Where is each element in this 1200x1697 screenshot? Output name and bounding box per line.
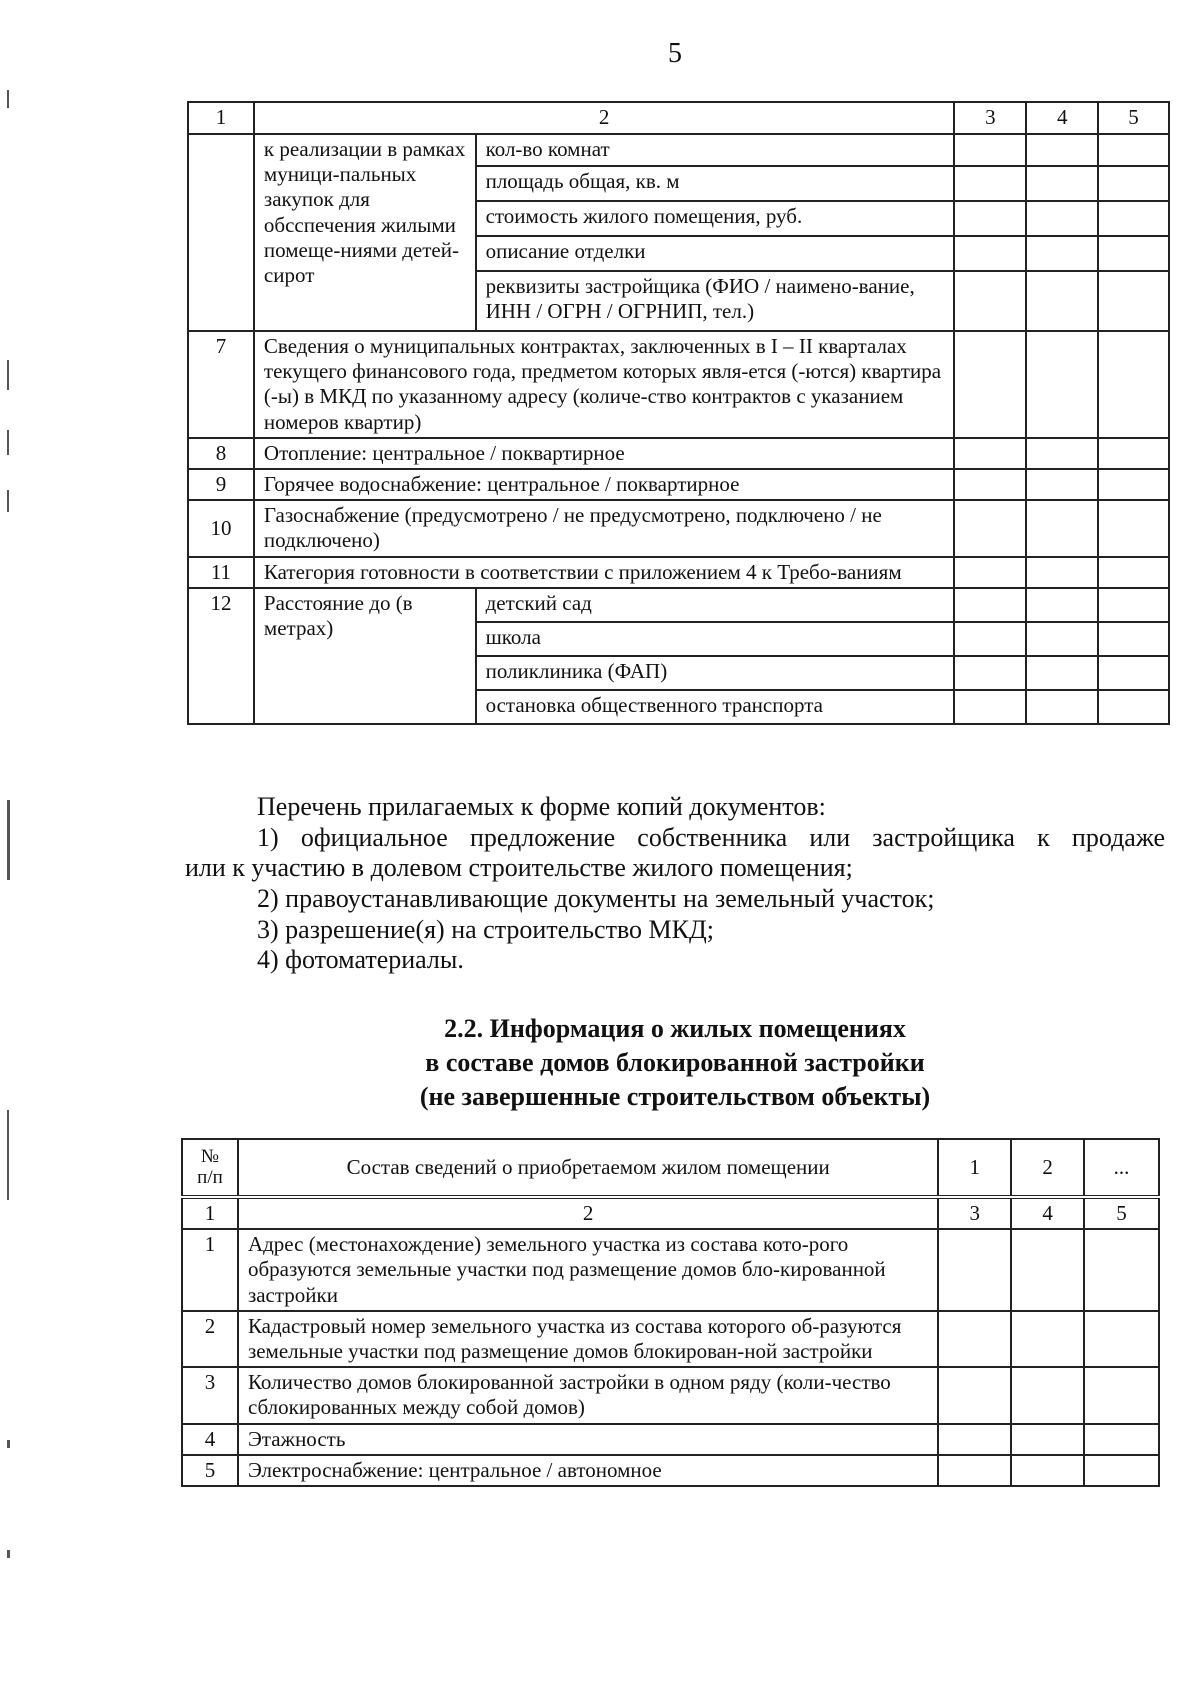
col-number: 2	[254, 102, 955, 134]
value-cell	[1098, 236, 1169, 271]
value-cell	[1084, 1229, 1159, 1311]
col-number: 2	[238, 1197, 938, 1229]
document-item: 3) разрешение(я) на строительство МКД;	[257, 914, 714, 944]
row-text: Адрес (местонахождение) земельного участка из состава кото-рого образуются земельные участки под размещение домов бло-кированной застройки	[238, 1229, 938, 1311]
document-item: 2) правоустанавливающие документы на земельный участок;	[257, 884, 935, 914]
value-cell	[954, 271, 1026, 331]
value-cell	[1026, 690, 1098, 724]
value-cell	[954, 236, 1026, 271]
value-cell	[954, 166, 1026, 201]
row-text: Газоснабжение (предусмотрено / не предусмотрено, подключено / не подключено)	[254, 500, 955, 556]
header-num: № п/п	[182, 1139, 238, 1197]
value-cell	[1026, 331, 1098, 438]
col-number: 4	[1026, 102, 1098, 134]
row-item: школа	[476, 622, 955, 656]
value-cell	[1098, 469, 1169, 500]
value-cell	[1026, 500, 1098, 556]
col-number: 5	[1084, 1197, 1159, 1229]
value-cell	[1098, 656, 1169, 690]
table-column-numbers	[182, 1197, 1159, 1229]
value-cell	[1026, 438, 1098, 469]
header-col: 2	[1011, 1139, 1084, 1197]
row-text: Кадастровый номер земельного участка из состава которого об-разуются земельные участки под размещение домов блокирован-ной застройки	[238, 1311, 938, 1367]
document-item: 1) официальное предложение собственника или застройщика к продаже	[257, 822, 1165, 852]
documents-heading: Перечень прилагаемых к форме копий документов:	[257, 792, 826, 821]
row-text: Категория готовности в соответствии с приложением 4 к Требо-ваниям	[254, 557, 955, 588]
value-cell	[1026, 271, 1098, 331]
value-cell	[1026, 622, 1098, 656]
table-row	[182, 1229, 1159, 1311]
value-cell	[1026, 557, 1098, 588]
value-cell	[1026, 656, 1098, 690]
table-row	[182, 1424, 1159, 1455]
row-number: 1	[182, 1229, 238, 1311]
row-item: описание отделки	[476, 236, 955, 271]
value-cell	[954, 690, 1026, 724]
table-row	[188, 469, 1169, 500]
value-cell	[1098, 331, 1169, 438]
row-group-label: к реализации в рамках муници-пальных закупок для обсспечения жилыми помеще-ниями детей-сирот	[254, 134, 476, 331]
row-item: остановка общественного транспорта	[476, 690, 955, 724]
value-cell	[1026, 166, 1098, 201]
value-cell	[1011, 1424, 1084, 1455]
value-cell	[954, 134, 1026, 166]
value-cell	[954, 557, 1026, 588]
value-cell	[938, 1424, 1011, 1455]
row-item: площадь общая, кв. м	[476, 166, 955, 201]
margin-scan-marks	[0, 0, 20, 1697]
col-number: 3	[954, 102, 1026, 134]
row-group-label: Расстояние до (в метрах)	[254, 588, 476, 724]
header-col: ...	[1084, 1139, 1159, 1197]
document-item: или к участию в долевом строительстве жилого помещения;	[185, 853, 853, 883]
section-title-line: в составе домов блокированной застройки	[425, 1047, 925, 1077]
table-row	[182, 1455, 1159, 1486]
header-col: 1	[938, 1139, 1011, 1197]
value-cell	[1098, 500, 1169, 556]
value-cell	[1026, 134, 1098, 166]
value-cell	[954, 656, 1026, 690]
table-row	[188, 557, 1169, 588]
row-item: детский сад	[476, 588, 955, 622]
value-cell	[1011, 1367, 1084, 1423]
row-item: кол-во комнат	[476, 134, 955, 166]
row-number	[188, 134, 254, 331]
section-title	[285, 1012, 1065, 1113]
value-cell	[1026, 469, 1098, 500]
row-number: 10	[188, 500, 254, 556]
row-text: Этажность	[238, 1424, 938, 1455]
value-cell	[954, 438, 1026, 469]
value-cell	[1026, 588, 1098, 622]
value-cell	[1098, 588, 1169, 622]
row-number: 5	[182, 1455, 238, 1486]
row-number: 11	[188, 557, 254, 588]
value-cell	[1084, 1311, 1159, 1367]
row-number: 4	[182, 1424, 238, 1455]
value-cell	[1084, 1424, 1159, 1455]
value-cell	[938, 1367, 1011, 1423]
value-cell	[1098, 622, 1169, 656]
value-cell	[1098, 166, 1169, 201]
table-row	[188, 500, 1169, 556]
value-cell	[954, 588, 1026, 622]
value-cell	[1026, 201, 1098, 236]
row-number: 3	[182, 1367, 238, 1423]
row-number: 9	[188, 469, 254, 500]
value-cell	[1026, 236, 1098, 271]
table-blocked-houses	[181, 1138, 1160, 1487]
value-cell	[954, 331, 1026, 438]
value-cell	[1011, 1455, 1084, 1486]
col-number: 5	[1098, 102, 1169, 134]
table-row	[188, 588, 1169, 622]
col-number: 4	[1011, 1197, 1084, 1229]
value-cell	[954, 622, 1026, 656]
value-cell	[1084, 1455, 1159, 1486]
value-cell	[1098, 438, 1169, 469]
header-title: Состав сведений о приобретаемом жилом помещении	[238, 1139, 938, 1197]
table-row	[188, 438, 1169, 469]
table-row	[182, 1311, 1159, 1367]
row-item: стоимость жилого помещения, руб.	[476, 201, 955, 236]
value-cell	[938, 1229, 1011, 1311]
row-text: Сведения о муниципальных контрактах, заключенных в I – II кварталах текущего финансового года, предметом которых явля-ется (-ются) квартира (-ы) в МКД по указанному адресу (количе-ство контрактов с указанием номеров квартир)	[254, 331, 955, 438]
value-cell	[938, 1311, 1011, 1367]
col-number: 1	[188, 102, 254, 134]
row-number: 12	[188, 588, 254, 724]
value-cell	[954, 500, 1026, 556]
value-cell	[954, 469, 1026, 500]
value-cell	[954, 201, 1026, 236]
value-cell	[1098, 134, 1169, 166]
row-number: 2	[182, 1311, 238, 1367]
row-item: поликлиника (ФАП)	[476, 656, 955, 690]
row-text: Отопление: центральное / поквартирное	[254, 438, 955, 469]
page-number: 5	[668, 38, 682, 69]
table-row	[188, 134, 1169, 166]
value-cell	[938, 1455, 1011, 1486]
value-cell	[1011, 1229, 1084, 1311]
value-cell	[1084, 1367, 1159, 1423]
row-number: 7	[188, 331, 254, 438]
value-cell	[1098, 690, 1169, 724]
section-title-line: 2.2. Информация о жилых помещениях	[444, 1014, 906, 1043]
row-text: Количество домов блокированной застройки в одном ряду (коли-чество сблокированных между собой домов)	[238, 1367, 938, 1423]
col-number: 1	[182, 1197, 238, 1229]
table-housing-info	[187, 101, 1170, 725]
table-column-numbers	[188, 102, 1169, 134]
table-header	[182, 1139, 1159, 1197]
value-cell	[1098, 557, 1169, 588]
row-item: реквизиты застройщика (ФИО / наимено-вание, ИНН / ОГРН / ОГРНИП, тел.)	[476, 271, 955, 331]
col-number: 3	[938, 1197, 1011, 1229]
document-item: 4) фотоматериалы.	[257, 945, 464, 975]
row-text: Электроснабжение: центральное / автономное	[238, 1455, 938, 1486]
value-cell	[1011, 1311, 1084, 1367]
row-number: 8	[188, 438, 254, 469]
value-cell	[1098, 201, 1169, 236]
section-title-line: (не завершенные строительством объекты)	[419, 1081, 931, 1111]
attached-documents-list	[185, 792, 1165, 976]
table-row	[188, 331, 1169, 438]
table-row	[182, 1367, 1159, 1423]
value-cell	[1098, 271, 1169, 331]
row-text: Горячее водоснабжение: центральное / поквартирное	[254, 469, 955, 500]
